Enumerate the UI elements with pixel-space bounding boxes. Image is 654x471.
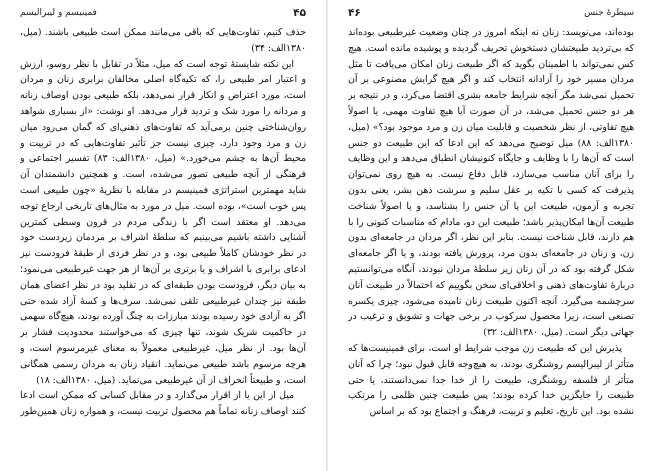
- left-paragraph-3: میل از این یا از اقرار می‌گذارد و در مقابل کسانی که ممکن است ادعا کنند اوصاف زنانه تماماً هم محصول تربیت نیست، و همواره زنان همین‌طور: [20, 390, 306, 418]
- left-page: [0, 0, 326, 471]
- right-running-title: سیطرهٔ جنس: [584, 8, 634, 18]
- right-paragraph-1: بوده‌اند، می‌نویسد: زنان نه اینکه امروز در چنان وضعیت غیرطبیعی بوده‌اند که بی‌تردید طبیعتشان دستخوش تحریف گردیده و پوشیده مانده است. هیچ کس نمی‌تواند با اطمینان بگوید که اگر طبیعت زنان امکان می‌یافت تا مثل مردان مسیر خود را آزادانه انتخاب کند و اگر هیچ گرایش مصنوعی بر آن تحمیل نمی‌شد مگر آنچه شرایط جامعه بشری اقتضا می‌کرد، و در نتیجه بر هر دو جنس تحمیل می‌شد، در آن صورت آیا هیچ تفاوت مهمی، یا اصولاً هیچ تفاوتی، از نظر شخصیت و قابلیت میان زن و مرد موجود بود؟» (میل، ۱۳۸۰الف: ۸۸) میل توضیح می‌دهد که این ادعا که این طبیعت دو جنس است که آن‌ها را با وظایف و جایگاه کنونیشان انطباق می‌دهد و این وظایف را برای آنان مناسب می‌سازد، قابل دفاع نیست. به هیچ روی نمی‌توان پذیرفت که کسی با تکیه بر عقل سلیم و سرشت ذهن بشر، یعنی بدون تجربه و آزمون، طبیعت این یا آن جنس را بشناسد، و یا اصولاً شناخت طبیعت آن‌ها امکان‌پذیر باشد؛ طبیعت این دو، مادام که مناسبات کنونی را با هم دارند، قابل شناخت نیست. بنابر این نظر، اگر مردان در جامعه‌ای بدون زن، و زنان در جامعه‌ای بدون مرد، پرورش یافته بودند، و یا اگر جامعه‌ای شکل گرفته بود که در آن زنان زیر سلطهٔ مردان نبودند، آنگاه می‌توانستیم دربارهٔ تفاوت‌های ذهنی و اخلاقی‌ای سخن بگوییم که احتمالاً در طبیعت آنان سرچشمه می‌گیرد. آنچه اکنون طبیعت زنان نامیده می‌شود، چیزی یکسره تصنعی است، زیرا محصول سرکوب در برخی جهات و تشویق و ترغیب در جهاتی دیگر است. (میل، ۱۳۸۰الف: ۳۲): [348, 27, 634, 339]
- left-paragraph-1: حذف کنیم، تفاوت‌هایی که باقی می‌مانند ممکن است طبیعی باشند. (میل، ۱۳۸۰الف: ۳۴): [20, 27, 306, 54]
- right-page-header: [348, 6, 634, 20]
- left-running-title: فمینیسم و لیبرالیسم: [20, 8, 97, 18]
- right-page-number: ۴۶: [348, 7, 361, 19]
- right-page-body: [348, 25, 634, 467]
- right-paragraph-2: پذیرش این که طبیعت زن موجب شرایط او است، برای فمینیست‌ها که متأثر از لیبرالیسم روشنگری بودند، به هیچ‌وجه قابل قبول نبود؛ چرا که آنان متأثر از فلسفه روشنگری، طبیعت را از خدا جدا نمی‌دانستند، یا حتی طبیعت را جایگزین خدا کرده بودند؛ پس طبیعت چنین ظلمی را مرتکب نشده بود. این تاریخ، تعلیم و تربیت، فرهنگ و اجتماع بود که بر اساس: [348, 342, 634, 418]
- left-paragraph-2: این نکته شایستهٔ توجه است که میل، مثلاً در تقابل با نظر روسو، ارزش و اعتبار امر طبیعی را، که تکیه‌گاه اصلی مخالفان برابری زنان و مردان است، مورد اعتراض و انکار قرار نمی‌دهد، بلکه طبیعی بودن اوصاف زنانه و مردانه را مورد شک و تردید قرار می‌دهد. او نوشت: «از بسیاری شواهد روان‌شناختی چنین برمی‌آید که تفاوت‌های ذهنی‌ای که گمان می‌رود میان زن و مرد وجود دارد، چیزی نیست جز تأثیر تفاوت‌هایی که در تربیت و محیط آن‌ها به چشم می‌خورد.» (میل، ۱۳۸۰الف: ۸۳) تفسیر اجتماعی و فرهنگی از آنچه طبیعی تصور می‌شده، است. و همچنین دانشمندان آن شاید مهمترین استراتژی فمینیسم در مقابله با نظریهٔ «چون طبیعی است پس خوب است»، بوده است. میل در مورد به مثال‌های تاریخی ارجاع توجه می‌دهد. او معتقد است اگر با زندگی مردم در قرون وسطی کمترین آشنایی داشته باشیم می‌بینیم که سلطهٔ اشراف بر مردمان زیردست خود در نظر خودشان کاملاً طبیعی بود، و در نظر فردی از طبقهٔ فرودست نیز ادعای برابری با اشراف و یا برتری بر آن‌ها از هر جهت غیرطبیعی می‌نمود؛ به بیان دیگر، فرودست بودن طبقه‌ای که در تقلید بود در نظر اعضای همان طبقه نیز چندان غیرطبیعی تلقی نمی‌شد. سرف‌ها و کسهٔ آزاد شده حتی اگر به آزادی خود رسیده بودند مبارزات به چنگ آورده بودند، هیچ‌گاه سهمی در حاکمیت شریک شوند، تنها چیزی که می‌خواستند محدودیت فشار بر آن‌ها بود. از نظر میل، غیرطبیعی معمولاً به معنای غیرمرسوم است، و هرچه مرسوم باشد طبیعی می‌نماید. انقیاد زنان به مردان رسمی همگانی است، و طبیعتاً انحراف از آن غیرطبیعی می‌نماید. (میل، ۱۳۸۰الف: ۱۸): [20, 58, 306, 386]
- left-page-number: ۴۵: [293, 7, 306, 19]
- left-page-body: [20, 25, 306, 467]
- left-page-header: [20, 6, 306, 20]
- right-page: [328, 0, 654, 471]
